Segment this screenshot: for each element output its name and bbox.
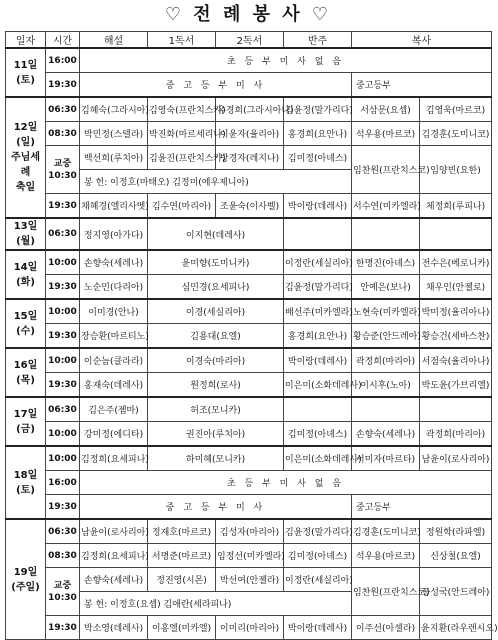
- mass-note: 초 등 부 미 사 없 음: [80, 48, 492, 73]
- schedule-table: [5, 31, 498, 640]
- commentary-cell: 노순민(다리아): [80, 275, 148, 300]
- date-cell: 15일 (수): [6, 299, 46, 348]
- table-row: [6, 122, 492, 146]
- organist-cell: [284, 397, 352, 422]
- table-row: [6, 97, 492, 122]
- table-row: [6, 397, 492, 422]
- table-row: [6, 568, 492, 592]
- server-cell: 남윤이(로사리아): [420, 446, 492, 471]
- reading-2-cell: 조윤숙(이사벨): [216, 194, 284, 219]
- mass-note: 중 고 등 부 미 사: [80, 73, 352, 98]
- organist-cell: 홍경희(요안나): [284, 122, 352, 146]
- table-row: [6, 348, 492, 373]
- organist-cell: 김윤정(말가리다): [284, 275, 352, 300]
- organist-cell: 박이랑(데레사): [284, 194, 352, 219]
- commentary-cell: 김정희(요세피나): [80, 544, 148, 568]
- organist-cell: 이정란(세실리아): [284, 250, 352, 275]
- header-servers: 복사: [352, 32, 492, 49]
- time-cell: 10:00: [46, 446, 80, 471]
- server-cell: 정원학(라파엘): [420, 519, 492, 544]
- commentary-cell: 강미정(에디타): [80, 422, 148, 447]
- reading-2-cell: 방경자(레지나): [216, 146, 284, 170]
- date-cell: 19일 (주일): [6, 519, 46, 640]
- reading-2-cell: 이윤자(율리아): [216, 122, 284, 146]
- server-cell: 김영욱(마르코): [420, 97, 492, 122]
- offertory-cell: 봉 헌: 이정호(마태오) 김정미(에우제니아): [80, 170, 352, 194]
- date-cell: 17일 (금): [6, 397, 46, 446]
- server-cell: 박도윤(가브리엘): [420, 373, 492, 398]
- reading-2-cell: 임정선(미카엘라): [216, 544, 284, 568]
- server-cell: 임찬원(프란치스코): [352, 146, 420, 194]
- organist-cell: 김윤정(말가리다): [284, 97, 352, 122]
- organist-cell: [284, 218, 352, 250]
- time-cell: 10:00: [46, 348, 80, 373]
- time-cell: 16:00: [46, 471, 80, 495]
- server-cell: 서점숙(율리아나): [420, 348, 492, 373]
- server-cell: 임찬원(프란치스코): [352, 568, 420, 616]
- server-cell: 체정희(루피나): [420, 194, 492, 219]
- time-cell: 19:30: [46, 324, 80, 349]
- server-cell: 서미자(마르타): [352, 446, 420, 471]
- server-cell: 김경훈(도미니코): [352, 519, 420, 544]
- table-row: [6, 250, 492, 275]
- server-cell: 안예은(보나): [352, 275, 420, 300]
- table-row: [6, 73, 492, 98]
- time-cell: 06:30: [46, 218, 80, 250]
- table-row: [6, 146, 492, 170]
- schedule-sheet: [5, 31, 498, 634]
- server-cell: 석우용(마르코): [352, 122, 420, 146]
- reading-1-cell: 김용대(요엘): [148, 324, 284, 349]
- commentary-cell: 김정희(요세피나): [80, 446, 148, 471]
- header-organist: 반주: [284, 32, 352, 49]
- time-cell: 08:30: [46, 122, 80, 146]
- time-cell: 10:00: [46, 299, 80, 324]
- organist-cell: 이은미(소화데레사): [284, 446, 352, 471]
- mass-note: 초 등 부 미 사 없 음: [80, 471, 492, 495]
- time-cell: 19:30: [46, 194, 80, 219]
- table-row: [6, 373, 492, 398]
- date-cell: 18일 (토): [6, 446, 46, 519]
- reading-1-cell: 이경(세실리아): [148, 299, 284, 324]
- server-cell: [420, 397, 492, 422]
- time-cell: 08:30: [46, 544, 80, 568]
- reading-1-cell: 원정희(로사): [148, 373, 284, 398]
- header-row: [6, 32, 492, 49]
- table-row: [6, 495, 492, 520]
- server-cell: 서삼문(요셉): [352, 97, 420, 122]
- reading-1-cell: 심민경(요세피나): [148, 275, 284, 300]
- table-row: [6, 194, 492, 219]
- organist-cell: 박이랑(데레사): [284, 616, 352, 640]
- organist-cell: 김미정(아녜스): [284, 422, 352, 447]
- server-cell: 이시후(노아): [352, 373, 420, 398]
- table-row: [6, 299, 492, 324]
- organist-cell: 홍경희(요안나): [284, 324, 352, 349]
- server-cell: 황승건(세바스찬): [420, 324, 492, 349]
- reading-1-cell: 김수연(마리아): [148, 194, 216, 219]
- time-cell: 19:30: [46, 275, 80, 300]
- time-cell: 19:30: [46, 373, 80, 398]
- schedule-body: [6, 48, 498, 640]
- reading-1-cell: 박진화(마르세리나): [148, 122, 216, 146]
- time-cell: 10:00: [46, 422, 80, 447]
- table-row: [6, 275, 492, 300]
- server-cell: [352, 397, 420, 422]
- time-cell: 19:30: [46, 73, 80, 98]
- organist-cell: 배선주(미카엘라): [284, 299, 352, 324]
- commentary-cell: 박소영(데레사): [80, 616, 148, 640]
- server-cell: 공성국(안드레아): [420, 568, 492, 616]
- reading-2-cell: 김성자(마리아): [216, 519, 284, 544]
- reading-1-cell: 윤미향(도미니카): [148, 250, 284, 275]
- reading-1-cell: 이홍엘(미카엘): [148, 616, 216, 640]
- commentary-cell: 이순늠(클라라): [80, 348, 148, 373]
- reading-1-cell: 하미혜(모니카): [148, 446, 284, 471]
- table-row: [6, 471, 492, 495]
- commentary-cell: 홍재숙(데레사): [80, 373, 148, 398]
- table-row: [6, 324, 492, 349]
- reading-1-cell: 김영숙(프란치스카): [148, 97, 216, 122]
- header-date: 일자: [6, 32, 46, 49]
- reading-1-cell: 허조(모니카): [148, 397, 284, 422]
- commentary-cell: 손향숙(세레나): [80, 568, 148, 592]
- server-cell: 임양빈(요한): [420, 146, 492, 194]
- header-reading-2: 2독서: [216, 32, 284, 49]
- server-cell: [420, 218, 492, 250]
- commentary-cell: 정지영(아가다): [80, 218, 148, 250]
- server-cell: 박미정(율리아나): [420, 299, 492, 324]
- organist-cell: 김미정(아녜스): [284, 544, 352, 568]
- table-row: [6, 446, 492, 471]
- commentary-cell: 김은주(젬마): [80, 397, 148, 422]
- server-cell: 곽정희(마리아): [352, 348, 420, 373]
- time-cell: 06:30: [46, 397, 80, 422]
- commentary-cell: 이미경(안나): [80, 299, 148, 324]
- table-row: [6, 218, 492, 250]
- server-cell: 서수연(미카엘라): [352, 194, 420, 219]
- reading-1-cell: 이경숙(마리아): [148, 348, 284, 373]
- offertory-cell: 봉 헌: 이정호(요셉) 김애란(세라피나): [80, 592, 352, 616]
- reading-1-cell: 김윤진(프란치스카): [148, 146, 216, 170]
- organist-cell: 이은미(소화데레사): [284, 373, 352, 398]
- server-cell: 황승준(안드레아): [352, 324, 420, 349]
- time-cell: 19:30: [46, 616, 80, 640]
- reading-1-cell: 권진아(루치아): [148, 422, 284, 447]
- organist-cell: 김미정(아녜스): [284, 146, 352, 170]
- commentary-cell: 백선희(루치아): [80, 146, 148, 170]
- commentary-cell: 장승환(마르티노): [80, 324, 148, 349]
- date-cell: 13일 (월): [6, 218, 46, 250]
- time-cell: 교중 10:30: [46, 146, 80, 194]
- header-reading-1: 1독서: [148, 32, 216, 49]
- server-cell: [352, 218, 420, 250]
- date-cell: 14일 (화): [6, 250, 46, 299]
- server-cell: 전수은(베로니카): [420, 250, 492, 275]
- header-time: 시간: [46, 32, 80, 49]
- server-cell: 신상철(요엘): [420, 544, 492, 568]
- server-cell: 한명진(아녜스): [352, 250, 420, 275]
- time-cell: 06:30: [46, 97, 80, 122]
- server-cell: 석우용(마르코): [352, 544, 420, 568]
- reading-1-cell: 정재호(마르코): [148, 519, 216, 544]
- time-cell: 06:30: [46, 519, 80, 544]
- organist-cell: 김윤정(말가리다): [284, 519, 352, 544]
- reading-1-cell: 이지현(데레사): [148, 218, 284, 250]
- server-cell: 채우인(안젤로): [420, 275, 492, 300]
- mass-note: 중 고 등 부 미 사: [80, 495, 352, 520]
- commentary-cell: 김혜숙(그라시아): [80, 97, 148, 122]
- date-cell: 12일 (일) 주님세례 축일: [6, 97, 46, 218]
- commentary-cell: 채혜경(엘리사벳): [80, 194, 148, 219]
- reading-1-cell: 서명준(마르코): [148, 544, 216, 568]
- commentary-cell: 손향숙(세레나): [80, 250, 148, 275]
- servers-cell: 중고등부: [352, 73, 492, 98]
- reading-1-cell: 정진영(시몬): [148, 568, 216, 592]
- time-cell: 10:00: [46, 250, 80, 275]
- commentary-cell: 남윤이(로사리아): [80, 519, 148, 544]
- organist-cell: 이정란(세실리아): [284, 568, 352, 592]
- time-cell: 교중 10:30: [46, 568, 80, 616]
- time-cell: 19:30: [46, 495, 80, 520]
- page-title: ♡ 전 례 봉 사 ♡: [164, 4, 332, 25]
- server-cell: 윤지환(라우렌시오): [420, 616, 492, 640]
- table-row: [6, 422, 492, 447]
- time-cell: 16:00: [46, 48, 80, 73]
- commentary-cell: 박민정(스텔라): [80, 122, 148, 146]
- server-cell: 김경훈(도미니코): [420, 122, 492, 146]
- reading-2-cell: 유경희(그라시아나): [216, 97, 284, 122]
- servers-cell: 중고등부: [352, 495, 492, 520]
- reading-2-cell: 박선여(안젤라): [216, 568, 284, 592]
- table-row: [6, 48, 492, 73]
- organist-cell: 박이랑(데레사): [284, 348, 352, 373]
- header-commentary: 해설: [80, 32, 148, 49]
- date-cell: 16일 (목): [6, 348, 46, 397]
- table-row: [6, 519, 492, 544]
- server-cell: 노현숙(미카엘라): [352, 299, 420, 324]
- server-cell: 이주선(아셀라): [352, 616, 420, 640]
- date-cell: 11일 (토): [6, 48, 46, 97]
- table-row: [6, 616, 492, 640]
- table-row: [6, 544, 492, 568]
- reading-2-cell: 이미리(마리아): [216, 616, 284, 640]
- server-cell: 손향숙(세레나): [352, 422, 420, 447]
- server-cell: 곽정희(마리아): [420, 422, 492, 447]
